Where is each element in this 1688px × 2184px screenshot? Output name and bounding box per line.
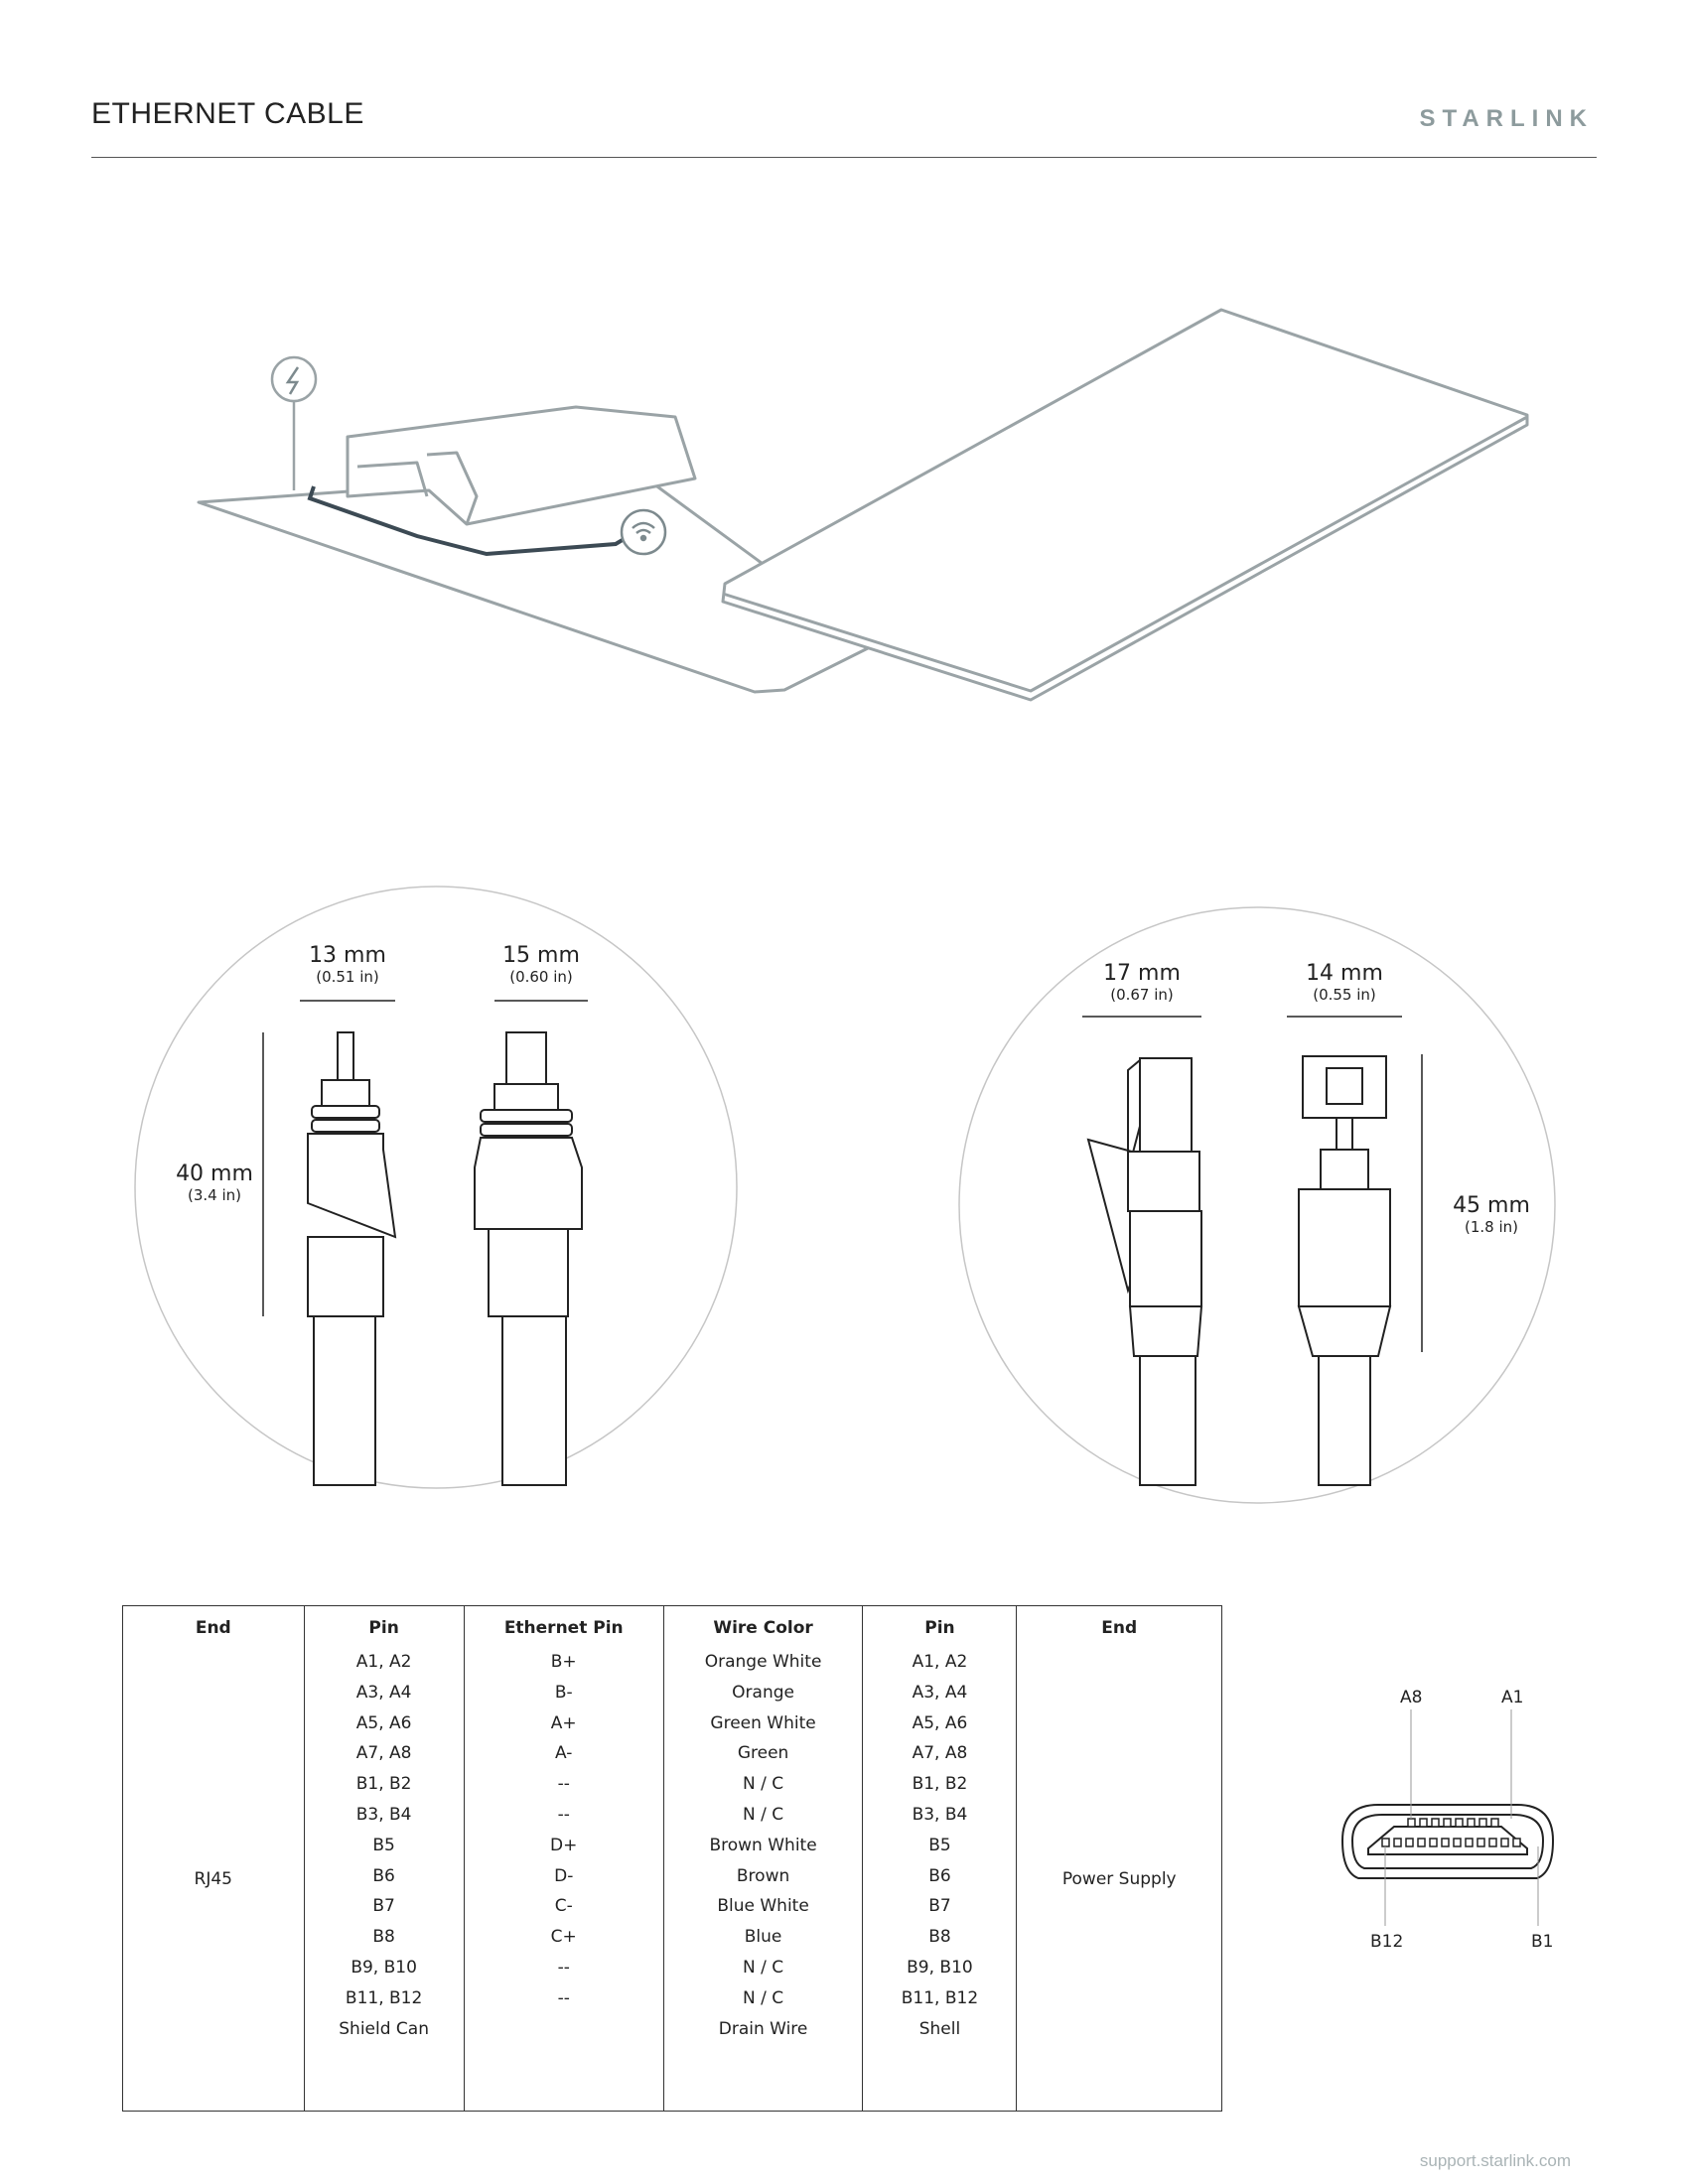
table-cell: D+ — [550, 1835, 578, 1855]
column-header-wire-color: Wire Color — [663, 1606, 863, 1648]
table-cell: N / C — [743, 1987, 784, 2008]
wifi-icon — [622, 510, 665, 554]
table-cell: B11, B12 — [901, 1987, 979, 2008]
table-cell: B+ — [550, 1652, 577, 1672]
table-cell: A7, A8 — [912, 1743, 968, 1764]
dim-value-in: (1.8 in) — [1464, 1218, 1518, 1236]
table-cell: B- — [554, 1682, 573, 1703]
table-cell: -- — [557, 1804, 570, 1825]
table-cell: N / C — [743, 1804, 784, 1825]
dim-left-width-b — [492, 943, 591, 986]
ethernet-pin-column — [464, 1647, 663, 2112]
dim-value-mm: 13 mm — [309, 943, 386, 968]
page-title: ETHERNET CABLE — [91, 97, 364, 130]
rj45-connector-side-drawing — [1088, 1058, 1201, 1485]
dim-value-in: (0.67 in) — [1110, 986, 1174, 1004]
dim-value-mm: 45 mm — [1453, 1193, 1530, 1218]
table-cell: A1, A2 — [355, 1652, 412, 1672]
dim-value-in: (0.51 in) — [316, 968, 379, 986]
pin-right-column — [863, 1647, 1017, 2112]
table-cell: B1, B2 — [355, 1774, 412, 1795]
dim-value-in: (0.55 in) — [1313, 986, 1376, 1004]
table-cell: A7, A8 — [355, 1743, 412, 1764]
table-cell — [465, 2014, 663, 2045]
wire-color-column — [663, 1647, 863, 2112]
pin-label-a8: A8 — [1400, 1688, 1423, 1707]
table-cell: B5 — [928, 1835, 951, 1855]
dim-right-length — [1442, 1193, 1541, 1236]
end-right-cell: Power Supply — [1017, 1647, 1222, 2112]
end-left-cell: RJ45 — [123, 1647, 305, 2112]
table-cell: -- — [557, 1957, 570, 1978]
table-cell: Brown White — [709, 1835, 817, 1855]
table-cell: B5 — [372, 1835, 395, 1855]
dim-value-in: (0.60 in) — [509, 968, 573, 986]
power-icon — [272, 357, 316, 490]
pin-label-a1: A1 — [1501, 1688, 1524, 1707]
column-header-ethernet-pin: Ethernet Pin — [464, 1606, 663, 1648]
table-cell: B8 — [372, 1927, 395, 1948]
column-header-pin: Pin — [863, 1606, 1017, 1648]
table-cell: A- — [555, 1743, 573, 1764]
table-cell: B3, B4 — [912, 1804, 968, 1825]
table-cell: Orange White — [704, 1652, 822, 1672]
power-connector-side-drawing — [1299, 1056, 1390, 1485]
dim-value-mm: 17 mm — [1103, 961, 1181, 986]
table-cell: B9, B10 — [351, 1957, 417, 1978]
table-cell: B11, B12 — [345, 1987, 423, 2008]
dim-left-width-a — [298, 943, 397, 986]
dim-right-width-a — [1092, 961, 1192, 1004]
table-cell: C+ — [550, 1927, 577, 1948]
table-cell: Green White — [710, 1712, 816, 1733]
pinout-table — [122, 1605, 1222, 2112]
table-cell: Shield Can — [339, 2018, 429, 2039]
table-cell: B7 — [372, 1896, 395, 1917]
table-cell: B3, B4 — [355, 1804, 412, 1825]
dim-value-mm: 14 mm — [1306, 961, 1383, 986]
table-cell: Green — [737, 1743, 789, 1764]
table-cell: A+ — [550, 1712, 577, 1733]
pin-left-column — [304, 1647, 464, 2112]
table-body-row — [123, 1647, 1222, 2112]
table-cell: B6 — [372, 1865, 395, 1886]
table-cell: B6 — [928, 1865, 951, 1886]
dim-value-mm: 40 mm — [176, 1161, 253, 1186]
table-cell: A3, A4 — [912, 1682, 968, 1703]
table-cell: C- — [554, 1896, 573, 1917]
footer-url: support.starlink.com — [1419, 2151, 1571, 2170]
table-cell: N / C — [743, 1774, 784, 1795]
dim-value-in: (3.4 in) — [187, 1186, 241, 1204]
table-header-row — [123, 1606, 1222, 1648]
power-connector-drawing-front — [475, 1032, 582, 1485]
table-cell: Blue White — [717, 1896, 809, 1917]
table-cell: A5, A6 — [912, 1712, 968, 1733]
table-cell: Drain Wire — [718, 2018, 808, 2039]
table-cell: D- — [554, 1865, 574, 1886]
table-cell: N / C — [743, 1957, 784, 1978]
dim-right-width-b — [1295, 961, 1394, 1004]
table-cell: -- — [557, 1987, 570, 2008]
table-cell: B7 — [928, 1896, 951, 1917]
dish-panel-illustration — [723, 310, 1527, 700]
table-cell: B8 — [928, 1927, 951, 1948]
rj45-connector-drawing — [308, 1032, 395, 1485]
table-cell: B1, B2 — [912, 1774, 968, 1795]
brand-logo: STARLINK — [1419, 105, 1594, 132]
column-header-end: End — [1017, 1606, 1222, 1648]
dim-value-mm: 15 mm — [502, 943, 580, 968]
table-cell: A5, A6 — [355, 1712, 412, 1733]
table-cell: -- — [557, 1774, 570, 1795]
table-cell: Orange — [732, 1682, 794, 1703]
table-cell: Blue — [744, 1927, 782, 1948]
pin-label-b1: B1 — [1531, 1932, 1554, 1952]
table-cell: A3, A4 — [355, 1682, 412, 1703]
column-header-end: End — [123, 1606, 305, 1648]
column-header-pin: Pin — [304, 1606, 464, 1648]
pin-label-b12: B12 — [1370, 1932, 1404, 1952]
table-cell: A1, A2 — [912, 1652, 968, 1672]
table-cell: B9, B10 — [907, 1957, 973, 1978]
dim-left-length — [165, 1161, 264, 1204]
table-cell: Shell — [918, 2018, 961, 2039]
table-cell: Brown — [736, 1865, 790, 1886]
